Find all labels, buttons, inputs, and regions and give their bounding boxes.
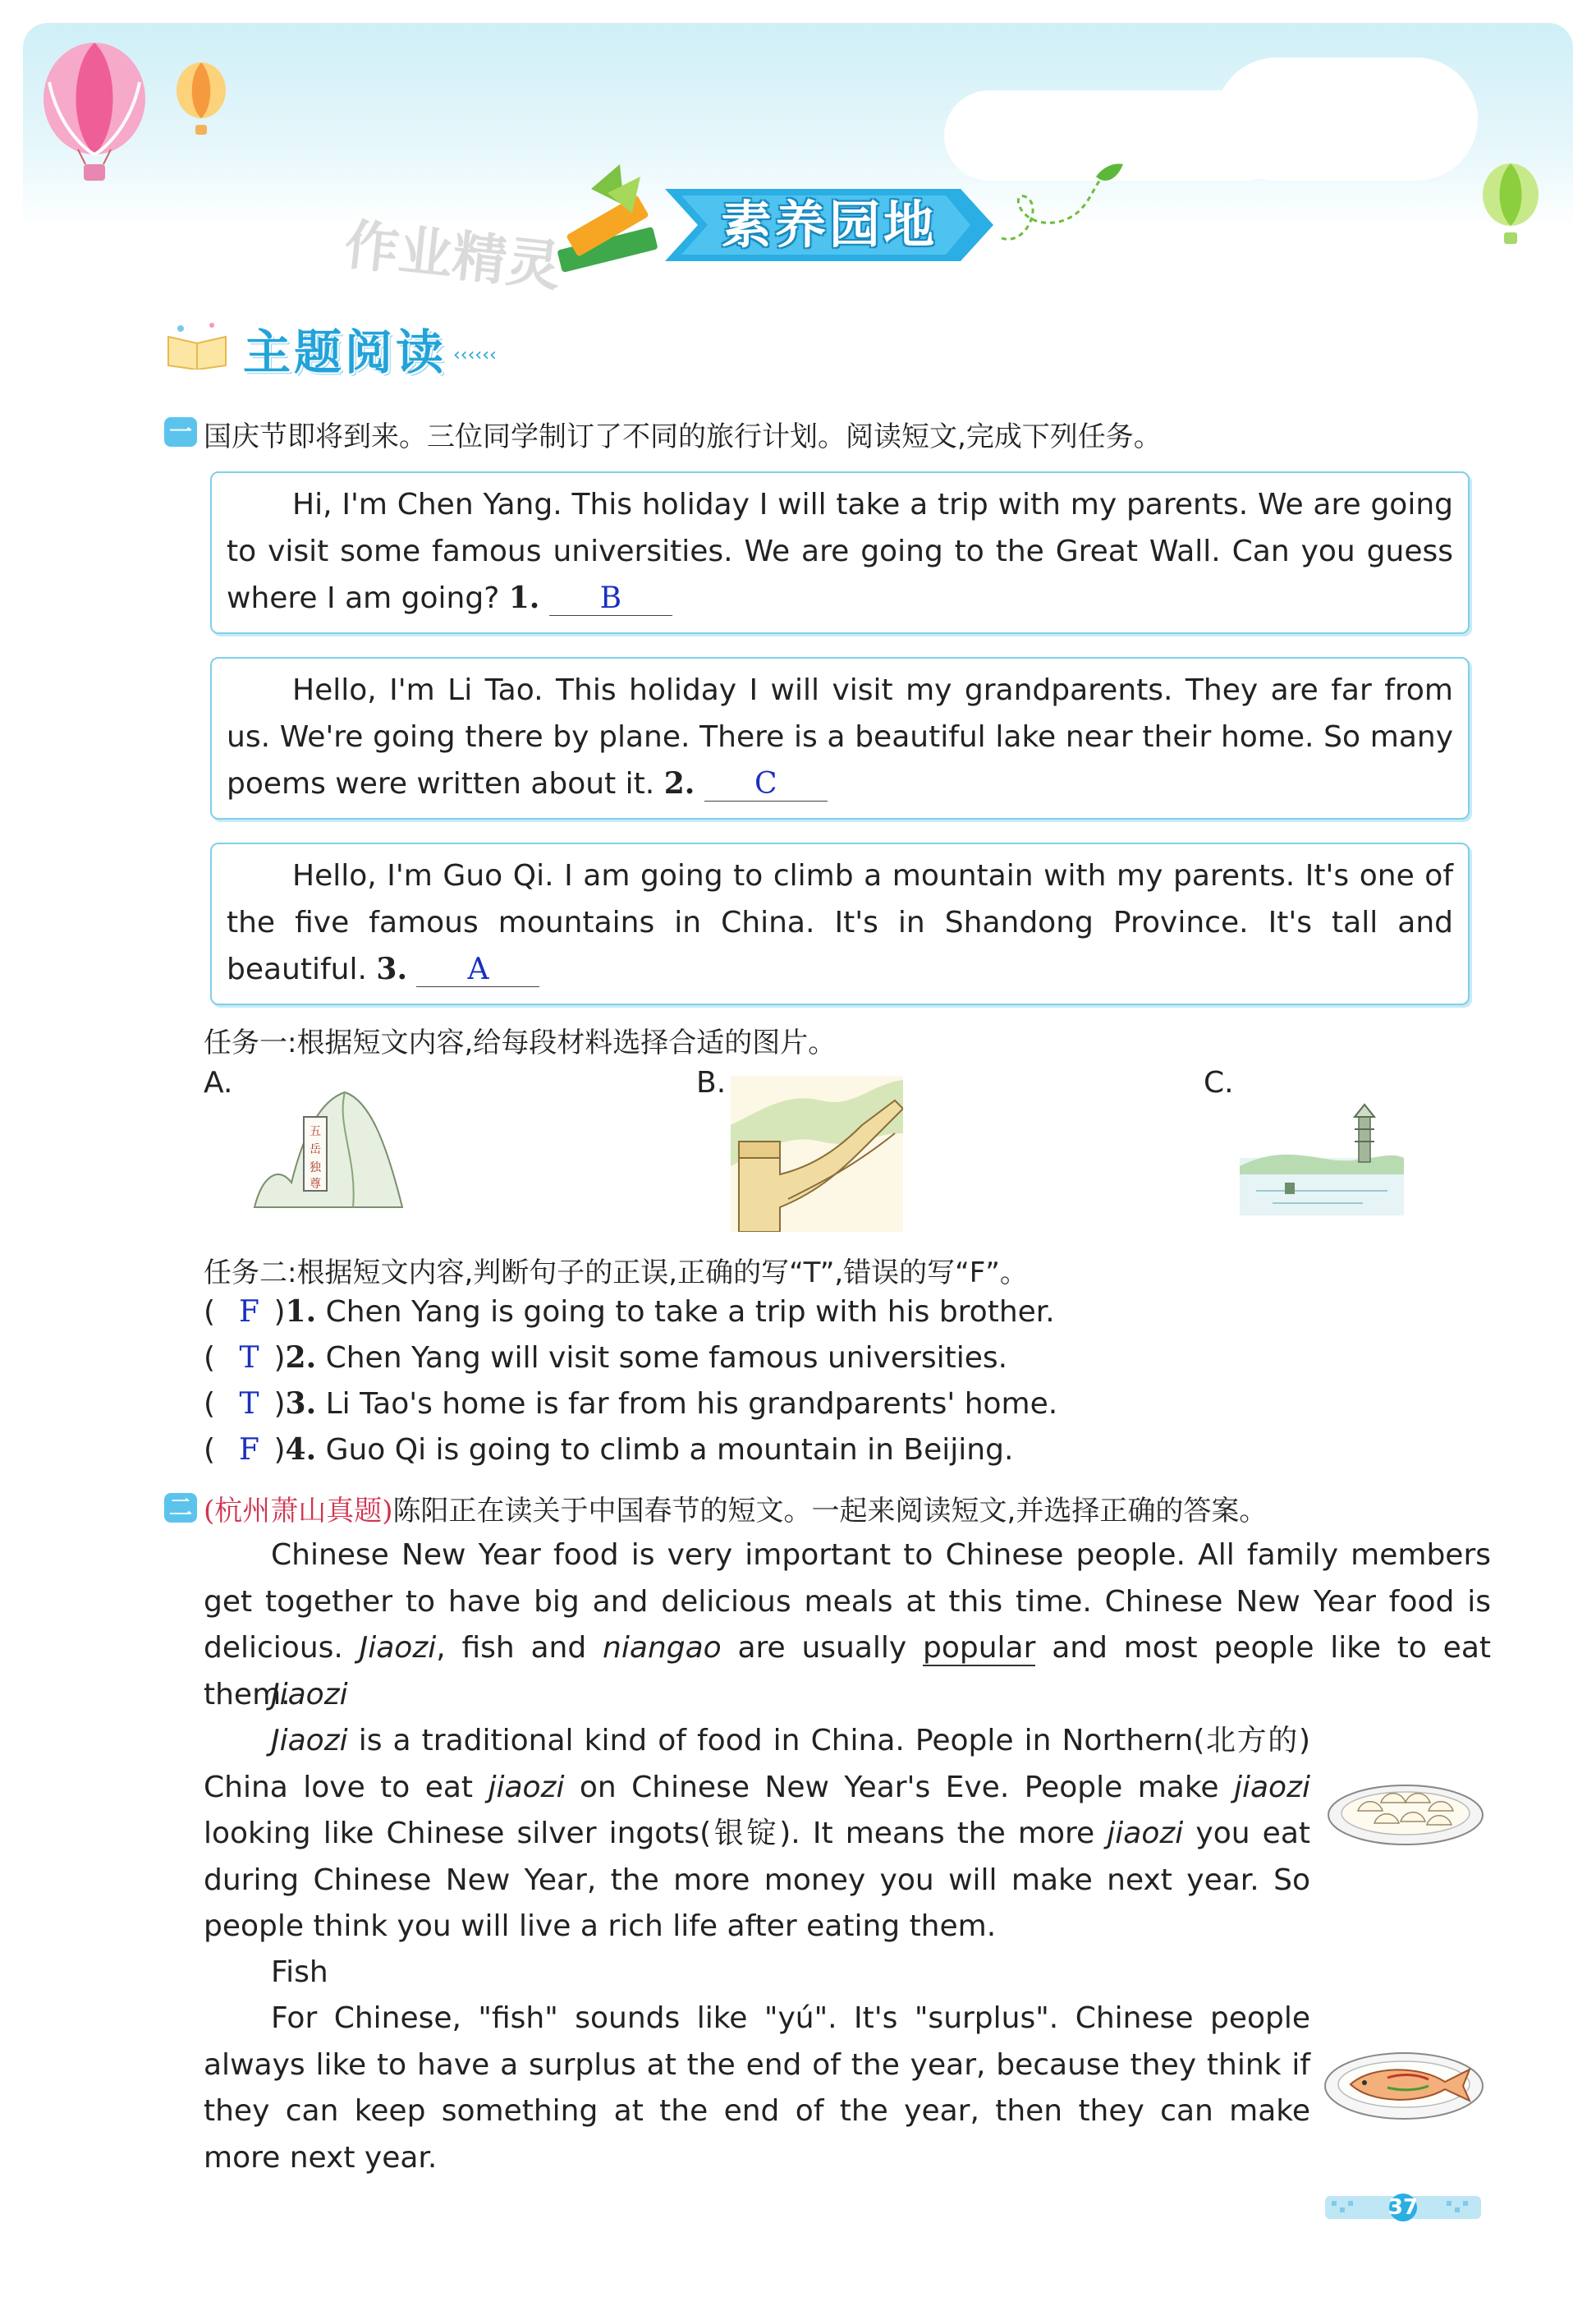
jiaozi-word: jiaozi	[1233, 1770, 1310, 1804]
title-decoration-arrows: ‹‹‹‹‹‹	[453, 345, 497, 365]
intro-text: are usually	[721, 1631, 923, 1665]
orange-balloon-icon	[172, 59, 230, 141]
dumplings-plate-picture	[1325, 1766, 1486, 1848]
jiaozi-word: Jiaozi	[271, 1724, 348, 1757]
part-two-instruction-line	[204, 1488, 1267, 1528]
section-title: 主题阅读	[243, 324, 447, 380]
tf-answer-4[interactable]: F	[239, 1433, 259, 1467]
tf-item-3: ( T )3. Li Tao's home is far from his grandparents' home.	[204, 1386, 1058, 1421]
jiaozi-text: you eat during Chinese New Year, the more money you will make next year. So people think you will live a rich life after eating them.	[204, 1817, 1310, 1943]
mountain-sign-char: 岳	[310, 1143, 321, 1156]
mountain-picture	[246, 1084, 410, 1215]
lake-pagoda-picture	[1240, 1100, 1404, 1215]
jiaozi-heading: Jiaozi	[271, 1678, 348, 1711]
mountain-sign-char: 尊	[310, 1178, 321, 1191]
option-a-label: A.	[204, 1066, 233, 1100]
intro-word: niangao	[603, 1631, 722, 1665]
underlined-word-popular: popular	[922, 1631, 1036, 1665]
fish-paragraph	[204, 1996, 1310, 2181]
green-balloon-icon	[1478, 160, 1543, 250]
question-number: 3.	[376, 952, 407, 986]
tf-answer-3[interactable]: T	[239, 1387, 259, 1421]
part-one-badge: 一	[164, 417, 197, 447]
part-two-badge: 二	[164, 1493, 197, 1523]
jiaozi-text: on Chinese New Year's Eve. People make	[564, 1770, 1234, 1804]
mountain-sign-char: 独	[310, 1161, 321, 1174]
jiaozi-text: is a traditional kind of food in China. People in Northern(北方的) China love to eat	[204, 1724, 1310, 1804]
tf-text-3: Li Tao's home is far from his grandparents' home.	[325, 1387, 1058, 1421]
answer-blank-3[interactable]: A	[416, 953, 539, 987]
passage-2	[227, 667, 1453, 807]
passage-box-2	[210, 657, 1470, 820]
source-tag: (杭州萧山真题)	[204, 1495, 393, 1528]
jiaozi-paragraph	[204, 1718, 1310, 1950]
tf-text-4: Guo Qi is going to climb a mountain in Beijing.	[325, 1433, 1014, 1467]
option-c-label: C.	[1204, 1066, 1234, 1100]
passage-2-text: Hello, I'm Li Tao. This holiday I will visit my grandparents. They are far from us. We're going there by plane. There is a beautiful lake near their home. So many poems were written about it.	[227, 673, 1453, 801]
option-b-label: B.	[696, 1066, 727, 1100]
jiaozi-text: looking like Chinese silver ingots(银锭). It means the more	[204, 1817, 1108, 1850]
jiaozi-word: jiaozi	[488, 1770, 565, 1804]
task-one-instruction: 任务一:根据短文内容,给每段材料选择合适的图片。	[204, 1027, 837, 1059]
part-two-instruction: 陈阳正在读关于中国春节的短文。一起来阅读短文,并选择正确的答案。	[392, 1495, 1268, 1528]
passage-1	[227, 481, 1453, 622]
passage-box-3	[210, 843, 1470, 1005]
jiaozi-heading-block	[204, 1672, 1491, 1719]
fish-heading-block	[204, 1950, 1491, 1996]
passage-1-text: Hi, I'm Chen Yang. This holiday I will take a trip with my parents. We are going to visit some famous universities. We are going to the Great Wall. Can you guess where I am going?	[227, 488, 1453, 615]
tf-text-2: Chen Yang will visit some famous universities.	[325, 1341, 1008, 1375]
fish-text: For Chinese, "fish" sounds like "yú". It's "surplus". Chinese people always like to have a surplus at the end of the year, because they think if they can keep something at the end of the year, then they can make more next year.	[204, 2001, 1310, 2175]
great-wall-picture	[731, 1076, 903, 1232]
intro-word: Jiaozi	[359, 1631, 437, 1665]
tf-answer-2[interactable]: T	[239, 1341, 259, 1375]
tf-item-1: ( F )1. Chen Yang is going to take a trip with his brother.	[204, 1294, 1055, 1329]
question-number: 1.	[508, 581, 540, 615]
tf-number: 3.	[285, 1386, 317, 1421]
watermark-text: 作业精灵	[342, 213, 564, 299]
intro-text: , fish and	[436, 1631, 603, 1665]
tf-number: 2.	[285, 1340, 317, 1375]
fish-plate-picture	[1322, 2037, 1486, 2127]
tf-text-1: Chen Yang is going to take a trip with his brother.	[325, 1295, 1055, 1329]
passage-3-text: Hello, I'm Guo Qi. I am going to climb a mountain with my parents. It's one of the five famous mountains in China. It's in Shandong Province. It's tall and beautiful.	[227, 859, 1453, 986]
tf-item-2: ( T )2. Chen Yang will visit some famous universities.	[204, 1340, 1008, 1375]
mountain-sign-char: 五	[310, 1125, 321, 1138]
tf-number: 4.	[285, 1432, 317, 1467]
passage-3	[227, 852, 1453, 993]
intro-text: and most people like to eat them.	[204, 1631, 1492, 1711]
books-icon	[542, 156, 673, 287]
pink-balloon-icon	[33, 41, 156, 189]
tf-number: 1.	[285, 1294, 317, 1329]
question-number: 2.	[663, 766, 695, 801]
tf-answer-1[interactable]: F	[239, 1295, 259, 1329]
open-book-icon	[164, 320, 230, 370]
cloud-shape	[1215, 57, 1478, 181]
intro-text: Chinese New Year food is very important to Chinese people. All family members get together to have big and delicious meals at this time. Chinese New Year food is delicious.	[204, 1538, 1491, 1665]
answer-blank-1[interactable]: B	[549, 582, 672, 616]
fish-heading: Fish	[271, 1955, 328, 1989]
tf-item-4: ( F )4. Guo Qi is going to climb a mountain in Beijing.	[204, 1432, 1014, 1467]
jiaozi-word: jiaozi	[1107, 1817, 1184, 1850]
answer-blank-2[interactable]: C	[704, 768, 828, 802]
task-two-instruction: 任务二:根据短文内容,判断句子的正误,正确的写“T”,错误的写“F”。	[204, 1256, 1028, 1289]
banner-title: 素养园地	[720, 195, 938, 255]
passage-box-1	[210, 471, 1470, 634]
part-one-instruction: 国庆节即将到来。三位同学制订了不同的旅行计划。阅读短文,完成下列任务。	[204, 420, 1162, 453]
page-number: 37	[1387, 2195, 1419, 2220]
leaf-swirl-icon	[993, 156, 1125, 255]
